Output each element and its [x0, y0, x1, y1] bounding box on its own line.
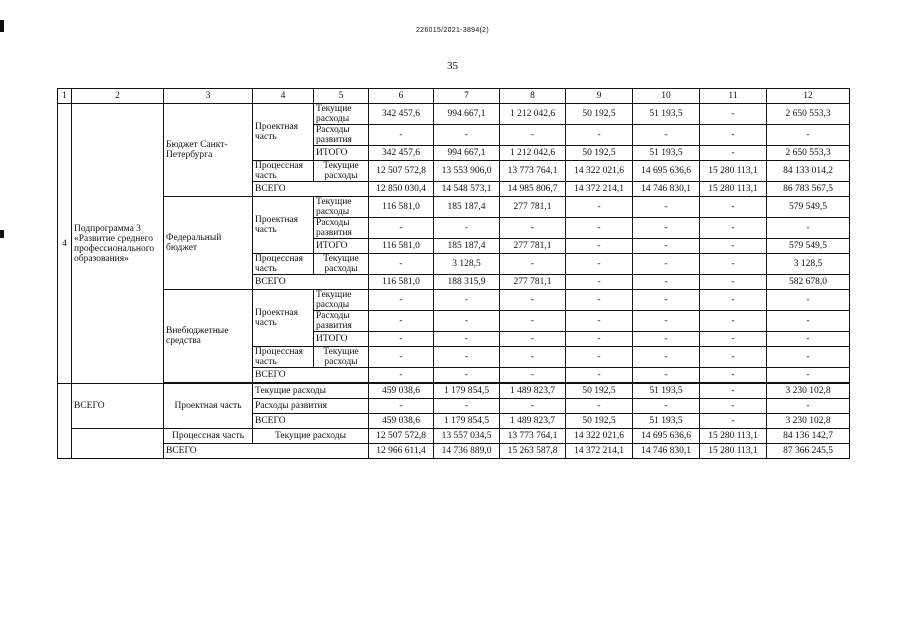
value-cell: -: [700, 311, 767, 332]
grand-total-label: ВСЕГО: [164, 444, 369, 459]
process-part-label: Процессная часть: [253, 161, 314, 182]
value-cell: -: [500, 125, 566, 146]
itogo-label: ИТОГО: [314, 146, 369, 161]
value-cell: 14 322 021,6: [566, 161, 633, 182]
table-row: [58, 197, 850, 218]
value-cell: -: [767, 399, 850, 414]
process-part-label: Процессная часть: [164, 429, 253, 444]
value-cell: 14 736 889,0: [434, 444, 500, 459]
program-number: 4: [58, 104, 72, 384]
value-cell: -: [369, 311, 434, 332]
totals-spacer-cell: [72, 429, 164, 459]
value-cell: 14 372 214,1: [566, 182, 633, 197]
value-cell: 277 781,1: [500, 275, 566, 290]
value-cell: 2 650 553,3: [767, 146, 850, 161]
value-cell: 15 263 587,8: [500, 444, 566, 459]
column-number: 10: [633, 89, 700, 104]
page-number: 35: [447, 60, 458, 72]
value-cell: -: [633, 125, 700, 146]
value-cell: 342 457,6: [369, 146, 434, 161]
value-cell: 50 192,5: [566, 384, 633, 399]
value-cell: -: [767, 218, 850, 239]
value-cell: -: [500, 254, 566, 275]
value-cell: 459 038,6: [369, 414, 434, 429]
column-number: 1: [58, 89, 72, 104]
value-cell: -: [369, 347, 434, 368]
totals-label: ВСЕГО: [72, 384, 164, 429]
value-cell: -: [500, 311, 566, 332]
column-number-row: [58, 89, 850, 104]
value-cell: 1 489 823,7: [500, 414, 566, 429]
funding-source-spb: Бюджет Санкт-Петербурга: [164, 104, 253, 197]
value-cell: 14 695 636,6: [633, 161, 700, 182]
totals-number-cell: [58, 384, 72, 459]
value-cell: -: [500, 332, 566, 347]
value-cell: -: [369, 290, 434, 311]
value-cell: -: [500, 399, 566, 414]
value-cell: 188 315,9: [434, 275, 500, 290]
value-cell: 87 366 245,5: [767, 444, 850, 459]
value-cell: 1 489 823,7: [500, 384, 566, 399]
expense-type-label: Текущие расходы: [253, 429, 369, 444]
value-cell: -: [566, 332, 633, 347]
value-cell: -: [700, 239, 767, 254]
table-row: [58, 444, 850, 459]
value-cell: -: [633, 332, 700, 347]
value-cell: 994 667,1: [434, 104, 500, 125]
value-cell: -: [566, 197, 633, 218]
value-cell: -: [700, 254, 767, 275]
value-cell: 1 179 854,5: [434, 414, 500, 429]
value-cell: 14 322 021,6: [566, 429, 633, 444]
value-cell: 14 372 214,1: [566, 444, 633, 459]
value-cell: -: [700, 399, 767, 414]
value-cell: -: [633, 347, 700, 368]
value-cell: 50 192,5: [566, 146, 633, 161]
value-cell: 582 678,0: [767, 275, 850, 290]
value-cell: -: [369, 125, 434, 146]
value-cell: -: [566, 290, 633, 311]
column-number: 12: [767, 89, 850, 104]
value-cell: 86 783 567,5: [767, 182, 850, 197]
expense-type-label: Текущие расходы: [314, 104, 369, 125]
value-cell: -: [700, 104, 767, 125]
value-cell: 51 193,5: [633, 146, 700, 161]
value-cell: 13 553 906,0: [434, 161, 500, 182]
itogo-label: ИТОГО: [314, 332, 369, 347]
itogo-label: ИТОГО: [314, 239, 369, 254]
value-cell: 14 548 573,1: [434, 182, 500, 197]
value-cell: -: [633, 254, 700, 275]
vsego-label: ВСЕГО: [253, 275, 369, 290]
vsego-label: ВСЕГО: [253, 368, 369, 383]
value-cell: -: [700, 218, 767, 239]
value-cell: -: [369, 399, 434, 414]
column-number: 8: [500, 89, 566, 104]
expense-type-label: Текущие расходы: [314, 254, 369, 275]
vsego-label: ВСЕГО: [253, 182, 369, 197]
value-cell: 14 985 806,7: [500, 182, 566, 197]
value-cell: -: [566, 218, 633, 239]
scan-edge-mark: [0, 230, 4, 238]
value-cell: -: [500, 368, 566, 383]
value-cell: 1 212 042,6: [500, 104, 566, 125]
value-cell: 51 193,5: [633, 384, 700, 399]
value-cell: 116 581,0: [369, 275, 434, 290]
value-cell: -: [633, 290, 700, 311]
column-number: 11: [700, 89, 767, 104]
value-cell: 50 192,5: [566, 104, 633, 125]
column-number: 5: [314, 89, 369, 104]
value-cell: -: [767, 368, 850, 383]
value-cell: 84 136 142,7: [767, 429, 850, 444]
value-cell: -: [633, 311, 700, 332]
value-cell: 3 230 102,8: [767, 414, 850, 429]
value-cell: -: [566, 347, 633, 368]
table-row: [58, 290, 850, 311]
value-cell: -: [700, 197, 767, 218]
value-cell: -: [566, 254, 633, 275]
value-cell: 579 549,5: [767, 197, 850, 218]
value-cell: 13 773 764,1: [500, 161, 566, 182]
value-cell: -: [566, 368, 633, 383]
table-row: [58, 104, 850, 125]
expense-type-label: Текущие расходы: [314, 290, 369, 311]
project-part-label: Проектная часть: [253, 290, 314, 347]
value-cell: 12 507 572,8: [369, 161, 434, 182]
value-cell: -: [369, 368, 434, 383]
project-part-label: Проектная часть: [253, 104, 314, 161]
value-cell: 51 193,5: [633, 414, 700, 429]
value-cell: -: [434, 125, 500, 146]
value-cell: 84 133 014,2: [767, 161, 850, 182]
value-cell: 15 280 113,1: [700, 429, 767, 444]
value-cell: -: [700, 146, 767, 161]
value-cell: -: [633, 239, 700, 254]
value-cell: -: [700, 368, 767, 383]
value-cell: 185 187,4: [434, 239, 500, 254]
value-cell: 15 280 113,1: [700, 161, 767, 182]
value-cell: 579 549,5: [767, 239, 850, 254]
value-cell: 13 773 764,1: [500, 429, 566, 444]
expense-type-label: Текущие расходы: [253, 384, 369, 399]
value-cell: 50 192,5: [566, 414, 633, 429]
column-number: 2: [72, 89, 164, 104]
expense-type-label: Расходы развития: [253, 399, 369, 414]
vsego-label: ВСЕГО: [253, 414, 369, 429]
value-cell: 12 850 030,4: [369, 182, 434, 197]
expense-type-label: Расходы развития: [314, 125, 369, 146]
value-cell: 277 781,1: [500, 197, 566, 218]
expense-type-label: Текущие расходы: [314, 161, 369, 182]
value-cell: -: [434, 368, 500, 383]
value-cell: -: [566, 275, 633, 290]
value-cell: 12 507 572,8: [369, 429, 434, 444]
value-cell: 12 966 611,4: [369, 444, 434, 459]
column-number: 7: [434, 89, 500, 104]
program-name: Подпрограмма 3 «Развитие среднего профессионального образования»: [72, 104, 164, 384]
process-part-label: Процессная часть: [253, 254, 314, 275]
value-cell: 185 187,4: [434, 197, 500, 218]
column-number: 6: [369, 89, 434, 104]
value-cell: -: [566, 311, 633, 332]
value-cell: 2 650 553,3: [767, 104, 850, 125]
value-cell: 15 280 113,1: [700, 444, 767, 459]
value-cell: -: [369, 332, 434, 347]
value-cell: -: [700, 125, 767, 146]
value-cell: -: [500, 218, 566, 239]
budget-table: [57, 88, 850, 459]
value-cell: 3 128,5: [767, 254, 850, 275]
value-cell: -: [700, 332, 767, 347]
table-row: [58, 384, 850, 399]
value-cell: 3 230 102,8: [767, 384, 850, 399]
value-cell: 14 746 830,1: [633, 444, 700, 459]
expense-type-label: Расходы развития: [314, 218, 369, 239]
column-number: 4: [253, 89, 314, 104]
project-part-label: Проектная часть: [164, 384, 253, 429]
expense-type-label: Текущие расходы: [314, 197, 369, 218]
value-cell: -: [700, 414, 767, 429]
value-cell: -: [700, 347, 767, 368]
value-cell: -: [369, 218, 434, 239]
value-cell: -: [633, 399, 700, 414]
value-cell: -: [767, 311, 850, 332]
value-cell: 1 212 042,6: [500, 146, 566, 161]
value-cell: 994 667,1: [434, 146, 500, 161]
funding-source-federal: Федеральный бюджет: [164, 197, 253, 290]
value-cell: -: [633, 368, 700, 383]
value-cell: -: [633, 275, 700, 290]
value-cell: 51 193,5: [633, 104, 700, 125]
table-row: [58, 429, 850, 444]
value-cell: -: [700, 275, 767, 290]
value-cell: 342 457,6: [369, 104, 434, 125]
value-cell: -: [767, 125, 850, 146]
value-cell: 277 781,1: [500, 239, 566, 254]
process-part-label: Процессная часть: [253, 347, 314, 368]
value-cell: -: [700, 290, 767, 311]
expense-type-label: Расходы развития: [314, 311, 369, 332]
value-cell: 14 746 830,1: [633, 182, 700, 197]
value-cell: 116 581,0: [369, 197, 434, 218]
value-cell: 459 038,6: [369, 384, 434, 399]
value-cell: 15 280 113,1: [700, 182, 767, 197]
value-cell: -: [700, 384, 767, 399]
value-cell: 3 128,5: [434, 254, 500, 275]
value-cell: -: [369, 254, 434, 275]
value-cell: -: [500, 290, 566, 311]
value-cell: -: [434, 311, 500, 332]
value-cell: -: [767, 290, 850, 311]
value-cell: -: [434, 399, 500, 414]
value-cell: -: [500, 347, 566, 368]
value-cell: -: [566, 125, 633, 146]
value-cell: 14 695 636,6: [633, 429, 700, 444]
column-number: 9: [566, 89, 633, 104]
document-id: 226015/2021-3894(2): [415, 27, 490, 34]
expense-type-label: Текущие расходы: [314, 347, 369, 368]
value-cell: -: [566, 399, 633, 414]
column-number: 3: [164, 89, 253, 104]
value-cell: 116 581,0: [369, 239, 434, 254]
value-cell: -: [434, 218, 500, 239]
value-cell: 1 179 854,5: [434, 384, 500, 399]
project-part-label: Проектная часть: [253, 197, 314, 254]
value-cell: -: [633, 218, 700, 239]
value-cell: -: [434, 332, 500, 347]
value-cell: -: [767, 332, 850, 347]
funding-source-extrabudget: Внебюджетные средства: [164, 290, 253, 383]
value-cell: -: [434, 347, 500, 368]
value-cell: -: [767, 347, 850, 368]
value-cell: 13 557 034,5: [434, 429, 500, 444]
value-cell: -: [566, 239, 633, 254]
value-cell: -: [434, 290, 500, 311]
value-cell: -: [633, 197, 700, 218]
